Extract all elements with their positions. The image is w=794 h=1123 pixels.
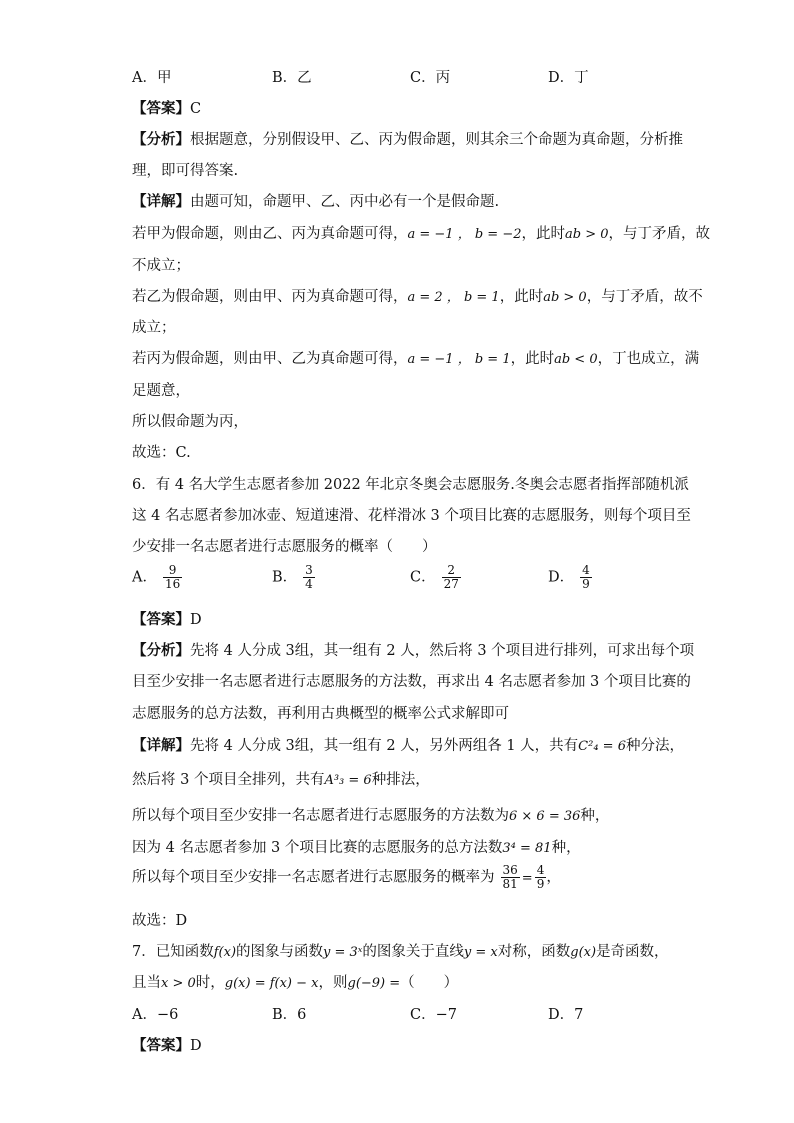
formula: C²₄ = 6 [578, 739, 626, 754]
detail-text: ，此时 [521, 226, 565, 242]
formula: a = −1 ， b = 1 [407, 352, 511, 367]
detail-text: 由题可知，命题甲、乙、丙中必有一个是假命题. [190, 194, 500, 210]
formula: x > 0 [161, 976, 196, 991]
analysis-tag: 【分析】 [132, 131, 190, 148]
stem-text: （ ） [400, 975, 459, 991]
detail-text: 因为 4 名志愿者参加 3 个项目比赛的志愿服务的总方法数 [132, 840, 503, 856]
formula: y = 3ˣ [323, 945, 363, 960]
q6-option-a [132, 564, 182, 591]
numerator: 4 [582, 563, 590, 577]
formula: a = 2 ， b = 1 [407, 290, 500, 305]
numerator: 2 [447, 563, 456, 577]
q6-analysis-line-2: 目至少安排一名志愿者进行志愿服务的方法数，再求出 4 名志愿者参加 3 个项目比赛的 [132, 674, 691, 690]
detail-text: ，与丁矛盾，故 [608, 226, 710, 242]
detail-tag: 【详解】 [132, 193, 190, 210]
answer-tag: 【答案】 [132, 611, 190, 628]
stem-text: 的图象与函数 [236, 944, 324, 960]
q5-option-b: B．乙 [272, 70, 312, 86]
detail-text: 所以每个项目至少安排一名志愿者进行志愿服务的概率为 [132, 869, 495, 886]
denominator: 16 [164, 577, 181, 591]
detail-text: 若丙为假命题，则由甲、乙为真命题可得， [132, 351, 408, 367]
detail-text: 种分法， [625, 738, 684, 754]
fraction [501, 864, 520, 891]
denominator: 4 [305, 577, 313, 591]
q5-detail-line-4 [132, 285, 703, 306]
denominator: 9 [582, 577, 590, 591]
formula: f(x) [213, 945, 237, 960]
q5-option-d: D．丁 [548, 70, 589, 86]
q6-detail-line-2 [132, 768, 430, 789]
detail-text: ，与丁矛盾，故不 [586, 289, 703, 305]
q5-analysis-line-2: 理，即可得答案. [132, 163, 239, 179]
q5-detail-line-2 [132, 222, 710, 243]
fraction [580, 564, 592, 591]
stem-text: 是奇函数， [596, 944, 669, 960]
q7-stem-line-1 [132, 940, 669, 961]
detail-text: 种， [551, 840, 581, 856]
fraction [535, 864, 547, 891]
formula: 3⁴ = 81 [502, 841, 552, 856]
detail-text: ，此时 [510, 351, 555, 367]
q7-stem-line-2 [132, 971, 458, 992]
q6-stem-line-2: 这 4 名志愿者参加冰壶、短道速滑、花样滑冰 3 个项目比赛的志愿服务，则每个项目至 [132, 508, 691, 524]
formula: ab > 0 [564, 227, 609, 242]
option-label: C． [410, 569, 436, 586]
q5-detail-line-5: 成立； [132, 320, 176, 336]
detail-text: 种排法， [371, 772, 430, 788]
q6-option-d [548, 564, 592, 591]
option-label: D． [548, 569, 575, 586]
q6-detail-line-5 [132, 864, 561, 891]
formula: ab < 0 [554, 352, 598, 367]
denominator: 27 [443, 577, 459, 591]
q7-option-b: B．6 [272, 1007, 307, 1023]
q6-detail-line-4 [132, 836, 581, 857]
option-label: A． [132, 569, 157, 586]
detail-text: ，此时 [499, 289, 544, 305]
q6-stem-line-1: 6．有 4 名大学生志愿者参加 2022 年北京冬奥会志愿服务.冬奥会志愿者指挥部随机派 [132, 477, 689, 493]
detail-text: ，丁也成立，满 [597, 351, 700, 367]
numerator: 9 [168, 563, 177, 577]
q5-detail-line-6 [132, 347, 699, 368]
q5-detail-line-7: 足题意， [132, 383, 190, 399]
analysis-text: 先将 4 人分成 3组，其一组有 2 人，然后将 3 个项目进行排列，可求出每个项 [190, 643, 695, 659]
q6-detail-line-6: 故选：D [132, 913, 188, 929]
detail-text: 若甲为假命题，则由乙、丙为真命题可得， [132, 226, 408, 242]
q6-analysis-line-1 [132, 639, 694, 660]
formula: A³₃ = 6 [324, 773, 372, 788]
analysis-tag: 【分析】 [132, 642, 190, 659]
q6-option-b [272, 564, 315, 591]
q5-detail-line-8: 所以假命题为丙， [132, 414, 248, 430]
formula: ab > 0 [543, 290, 587, 305]
stem-text: ，则 [318, 975, 348, 991]
q5-analysis-line-1 [132, 128, 683, 149]
q5-detail-line-9: 故选：C. [132, 445, 191, 461]
option-label: B． [272, 569, 298, 586]
formula: g(x) = f(x) − x [224, 976, 319, 991]
detail-text: 若乙为假命题，则由甲、丙为真命题可得， [132, 289, 408, 305]
formula: a = −1 ， b = −2 [407, 227, 522, 242]
q7-answer [132, 1034, 202, 1055]
formula: g(x) [570, 945, 597, 960]
numerator: 36 [502, 863, 518, 877]
analysis-text: 根据题意，分别假设甲、乙、丙为假命题，则其余三个命题为真命题，分析推 [190, 132, 683, 148]
detail-text: 所以每个项目至少安排一名志愿者进行志愿服务的方法数为 [132, 808, 509, 824]
q5-detail-line-1 [132, 190, 499, 211]
stem-text: 的图象关于直线 [362, 944, 464, 960]
answer-value: D [190, 1038, 202, 1054]
q6-stem-line-3: 少安排一名志愿者进行志愿服务的概率（ ） [132, 539, 437, 555]
stem-text: 且当 [132, 975, 161, 991]
numerator: 4 [536, 863, 545, 877]
denominator: 9 [536, 877, 545, 891]
fraction [303, 564, 315, 591]
stem-text: 对称，函数 [497, 944, 571, 960]
fraction [163, 564, 182, 591]
q6-analysis-line-3: 志愿服务的总方法数，再利用古典概型的概率公式求解即可 [132, 706, 509, 722]
q6-detail-line-3 [132, 804, 609, 825]
answer-tag: 【答案】 [132, 100, 190, 117]
q7-option-d: D．7 [548, 1007, 584, 1023]
q6-detail-line-1 [132, 734, 684, 755]
detail-text: 先将 4 人分成 3组，其一组有 2 人，另外两组各 1 人，共有 [190, 738, 579, 754]
q7-option-a: A．−6 [132, 1007, 179, 1023]
q6-option-c [410, 564, 461, 591]
answer-tag: 【答案】 [132, 1037, 190, 1054]
formula: = [521, 870, 533, 886]
detail-text: 然后将 3 个项目全排列，共有 [132, 772, 325, 788]
q5-option-c: C．丙 [410, 70, 451, 86]
fraction [442, 564, 461, 591]
stem-text: 7．已知函数 [132, 944, 214, 960]
q5-detail-line-3: 不成立； [132, 258, 190, 274]
q5-answer [132, 97, 201, 118]
formula: 6 × 6 = 36 [509, 809, 581, 824]
answer-value: D [190, 612, 202, 628]
denominator: 81 [502, 877, 518, 891]
detail-tag: 【详解】 [132, 737, 190, 754]
detail-text: 种， [580, 808, 610, 824]
q7-option-c: C．−7 [410, 1007, 457, 1023]
formula: g(−9) = [347, 976, 401, 991]
q6-answer [132, 608, 202, 629]
stem-text: 时， [195, 975, 225, 991]
detail-text: ， [546, 869, 561, 886]
formula: y = x [463, 945, 498, 960]
numerator: 3 [305, 563, 313, 577]
q5-option-a: A．甲 [132, 70, 172, 86]
answer-value: C [190, 101, 202, 117]
